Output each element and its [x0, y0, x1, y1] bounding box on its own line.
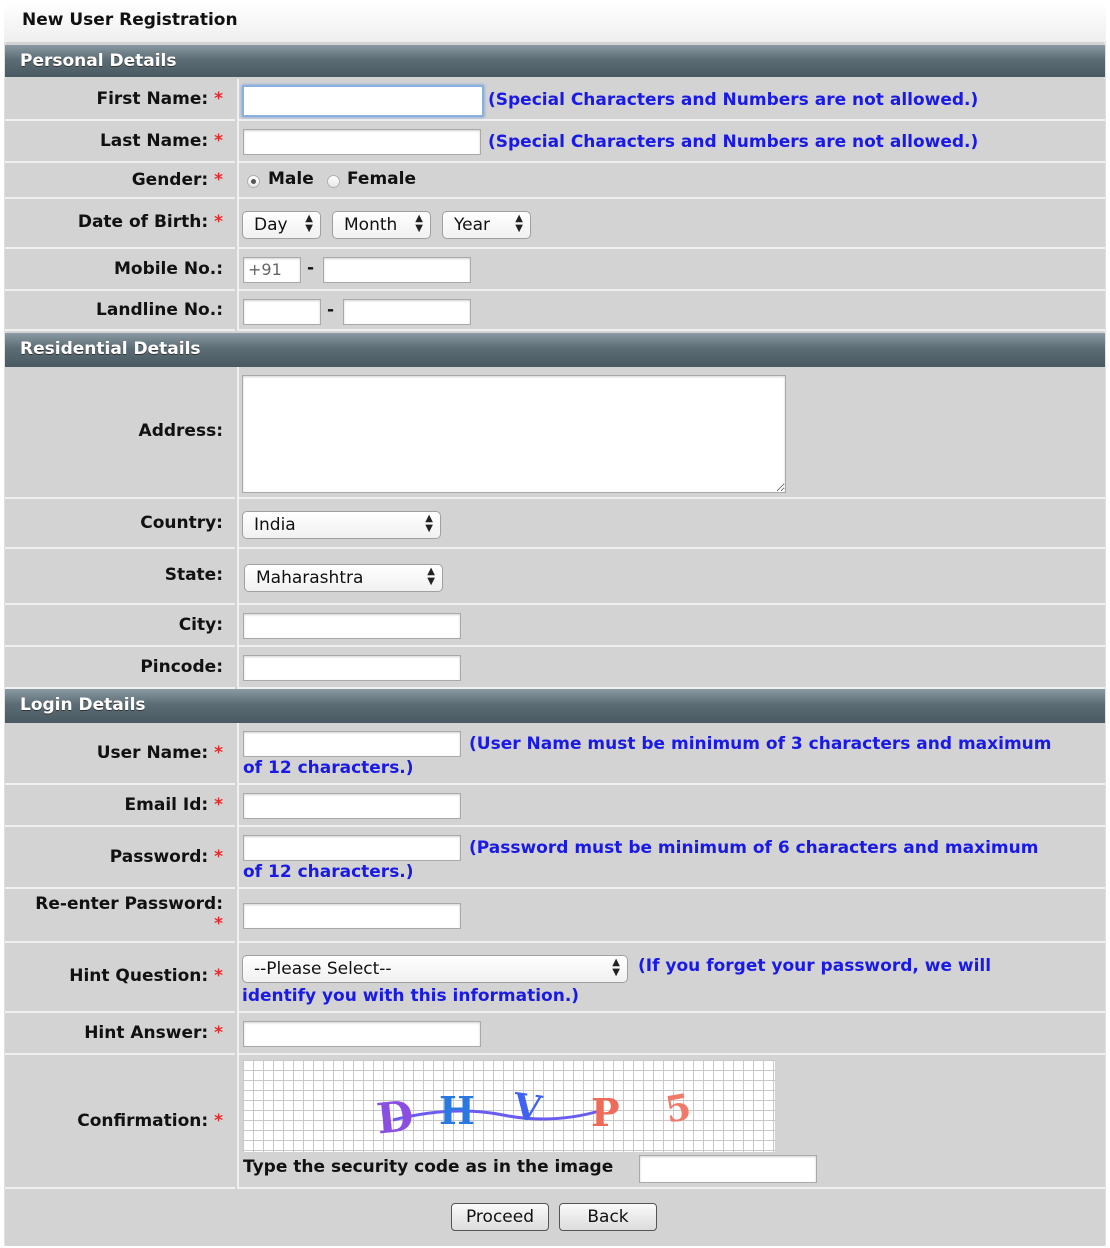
gender-female-label: Female — [347, 169, 416, 189]
user-name-hint-line1: (User Name must be minimum of 3 characters and maximum — [469, 734, 1052, 754]
required-marker: * — [214, 966, 223, 986]
required-marker: * — [214, 89, 223, 109]
proceed-button[interactable]: Proceed — [451, 1203, 549, 1231]
gender-female-radio[interactable] — [327, 175, 340, 188]
email-label — [5, 785, 235, 827]
user-name-hint-line2: of 12 characters.) — [243, 758, 414, 778]
required-marker: * — [214, 914, 223, 934]
dob-year-value: Year — [454, 215, 490, 235]
mobile-separator: - — [307, 258, 315, 278]
last-name-hint: (Special Characters and Numbers are not allowed.) — [488, 132, 979, 152]
gender-label — [5, 163, 235, 199]
user-name-label-text: User Name: — [96, 743, 209, 763]
updown-arrows-icon: ▲ ▼ — [425, 513, 433, 534]
updown-arrows-icon: ▲ ▼ — [515, 213, 523, 234]
captcha-char-1: D — [374, 1091, 416, 1144]
hint-question-label-text: Hint Question: — [69, 966, 209, 986]
password-label — [5, 827, 235, 889]
country-selected-value: India — [254, 515, 296, 535]
password-input[interactable] — [243, 835, 461, 861]
captcha-instruction: Type the security code as in the image — [243, 1157, 614, 1177]
confirmation-label — [5, 1055, 235, 1189]
back-button[interactable]: Back — [559, 1203, 657, 1231]
captcha-drawing — [243, 1060, 775, 1152]
confirmation-label-text: Confirmation: — [77, 1111, 209, 1131]
reenter-password-label — [5, 889, 235, 943]
dob-label-text: Date of Birth: — [77, 212, 209, 232]
hint-question-label — [5, 943, 235, 1013]
captcha-char-3: V — [510, 1085, 545, 1131]
landline-label — [5, 291, 235, 331]
mobile-number-input[interactable] — [323, 257, 471, 283]
hint-question-select[interactable] — [242, 955, 628, 983]
country-label-text: Country: — [140, 513, 223, 533]
email-input[interactable] — [243, 793, 461, 819]
hint-answer-input[interactable] — [243, 1021, 481, 1047]
hint-question-selected-value: --Please Select-- — [254, 959, 392, 979]
updown-arrows-icon: ▲ ▼ — [612, 957, 620, 978]
required-marker: * — [214, 1111, 223, 1131]
user-name-input[interactable] — [243, 731, 461, 757]
country-label — [5, 499, 235, 549]
section-header-login: Login Details — [5, 689, 1105, 723]
password-hint-line2: of 12 characters.) — [243, 862, 414, 882]
section-header-residential: Residential Details — [5, 333, 1105, 367]
landline-label-text: Landline No.: — [96, 300, 223, 320]
page-title: New User Registration — [4, 2, 1106, 42]
updown-arrows-icon: ▲ ▼ — [415, 213, 423, 234]
button-row — [5, 1189, 1105, 1245]
last-name-input[interactable] — [243, 129, 481, 155]
dob-day-value: Day — [254, 215, 288, 235]
reenter-password-label-text: Re-enter Password: — [35, 894, 223, 914]
captcha-char-5: 5 — [662, 1085, 695, 1132]
pincode-input[interactable] — [243, 655, 461, 681]
country-select[interactable] — [242, 511, 441, 539]
captcha-char-2: H — [439, 1088, 475, 1133]
landline-std-input[interactable] — [243, 299, 321, 325]
city-label — [5, 605, 235, 647]
mobile-prefix-field: +91 — [243, 257, 301, 283]
pincode-label — [5, 647, 235, 689]
hint-question-hint-line1: (If you forget your password, we will — [638, 956, 992, 976]
hint-answer-label-text: Hint Answer: — [84, 1023, 209, 1043]
dob-year-select[interactable] — [442, 211, 531, 239]
state-label-text: State: — [164, 565, 223, 585]
captcha-image — [243, 1060, 775, 1152]
required-marker: * — [214, 743, 223, 763]
dob-month-value: Month — [344, 215, 398, 235]
required-marker: * — [214, 847, 223, 867]
mobile-label-text: Mobile No.: — [113, 259, 223, 279]
hint-answer-label — [5, 1013, 235, 1055]
gender-male-radio[interactable] — [247, 175, 260, 188]
last-name-label-text: Last Name: — [99, 131, 209, 151]
mobile-label — [5, 249, 235, 291]
required-marker: * — [214, 131, 223, 151]
hint-question-hint-line2: identify you with this information.) — [242, 986, 580, 1006]
landline-separator: - — [327, 300, 335, 320]
reenter-password-input[interactable] — [243, 903, 461, 929]
password-hint-line1: (Password must be minimum of 6 characters and maximum — [469, 838, 1039, 858]
state-label — [5, 549, 235, 605]
address-label-text: Address: — [138, 421, 223, 441]
state-select[interactable] — [244, 564, 443, 592]
updown-arrows-icon: ▲ ▼ — [305, 213, 313, 234]
pincode-label-text: Pincode: — [140, 657, 223, 677]
dob-day-select[interactable] — [242, 211, 321, 239]
gender-label-text: Gender: — [131, 170, 209, 190]
address-label — [5, 367, 235, 499]
section-header-personal: Personal Details — [5, 45, 1105, 77]
required-marker: * — [214, 1023, 223, 1043]
captcha-input[interactable] — [639, 1155, 817, 1183]
captcha-char-4: P — [591, 1090, 620, 1135]
captcha-noise-curve — [393, 1110, 603, 1120]
first-name-input[interactable] — [242, 85, 484, 117]
gender-male-label: Male — [268, 169, 314, 189]
first-name-hint: (Special Characters and Numbers are not allowed.) — [488, 90, 979, 110]
first-name-label-text: First Name: — [96, 89, 209, 109]
dob-month-select[interactable] — [332, 211, 431, 239]
city-label-text: City: — [178, 615, 223, 635]
required-marker: * — [214, 795, 223, 815]
required-marker: * — [214, 170, 223, 190]
dob-label — [5, 199, 235, 249]
password-label-text: Password: — [109, 847, 209, 867]
address-textarea[interactable] — [242, 375, 786, 493]
city-input[interactable] — [243, 613, 461, 639]
required-marker: * — [214, 212, 223, 232]
email-label-text: Email Id: — [124, 795, 209, 815]
last-name-label — [5, 121, 235, 163]
user-name-label — [5, 723, 235, 785]
state-selected-value: Maharashtra — [256, 568, 364, 588]
first-name-label — [5, 79, 235, 121]
updown-arrows-icon: ▲ ▼ — [427, 566, 435, 587]
landline-number-input[interactable] — [343, 299, 471, 325]
